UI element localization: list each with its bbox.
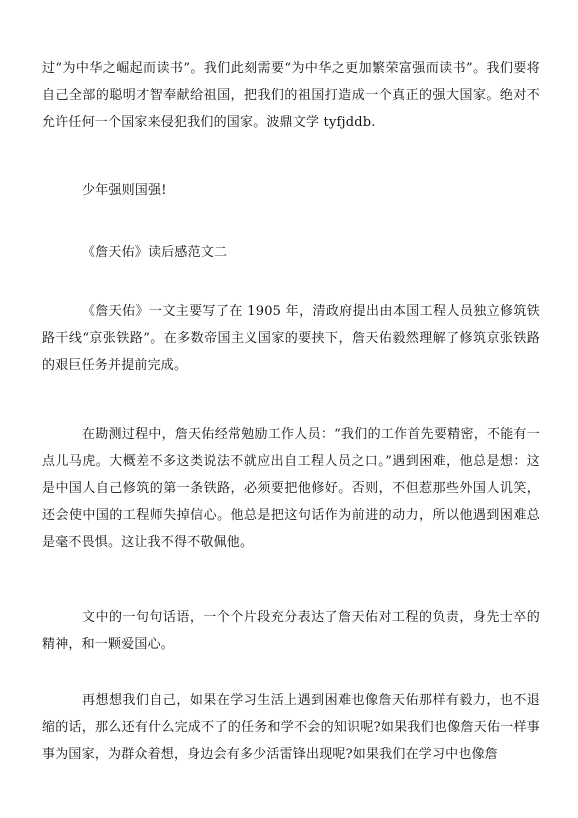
section-title: 《詹天佑》读后感范文二: [82, 245, 228, 260]
paragraph-continuation: 过“为中华之崛起而读书”。我们此刻需要“为中华之更加繁荣富强而读书”。我们要将自己全部的聪明才智奉献给祖国，把我们的祖国打造成一个真正的强大国家。绝对不允许任何一个国家来侵犯我们的国家。波鼎文学 tyfjddb.: [42, 61, 540, 130]
paragraph-intro: 《詹天佑》一文主要写了在 1905 年，清政府提出由本国工程人员独立修筑铁路干线“京张铁路”。在多数帝国主义国家的要挟下，詹天佑毅然理解了修筑京张铁路的艰巨任务并提前完成。: [42, 304, 540, 373]
paragraph-spirit: 文中的一句句话语，一个个片段充分表达了詹天佑对工程的负责，身先士卒的精神，和一颗爱国心。: [42, 610, 540, 652]
paragraph-reflection: 再想想我们自己，如果在学习生活上遇到困难也像詹天佑那样有毅力，也不退缩的话，那么还有什么完成不了的任务和学不会的知识呢?如果我们也像詹天佑一样事事为国家，为群众着想，身边会有多少活雷锋出现呢?如果我们在学习中也像詹: [42, 693, 540, 762]
paragraph-survey: 在勘测过程中，詹天佑经常勉励工作人员：“我们的工作首先要精密，不能有一点儿马虎。大概差不多这类说法不就应出自工程人员之口。”遇到困难，他总是想：这是中国人自己修筑的第一条铁路，必须要把他修好。否则，不但惹那些外国人讥笑，还会使中国的工程师失掉信心。他总是把这句话作为前进的动力，所以他遇到困难总是毫不畏惧。这让我不得不敬佩他。: [42, 427, 540, 550]
paragraph-slogan: 少年强则国强!: [82, 183, 167, 198]
